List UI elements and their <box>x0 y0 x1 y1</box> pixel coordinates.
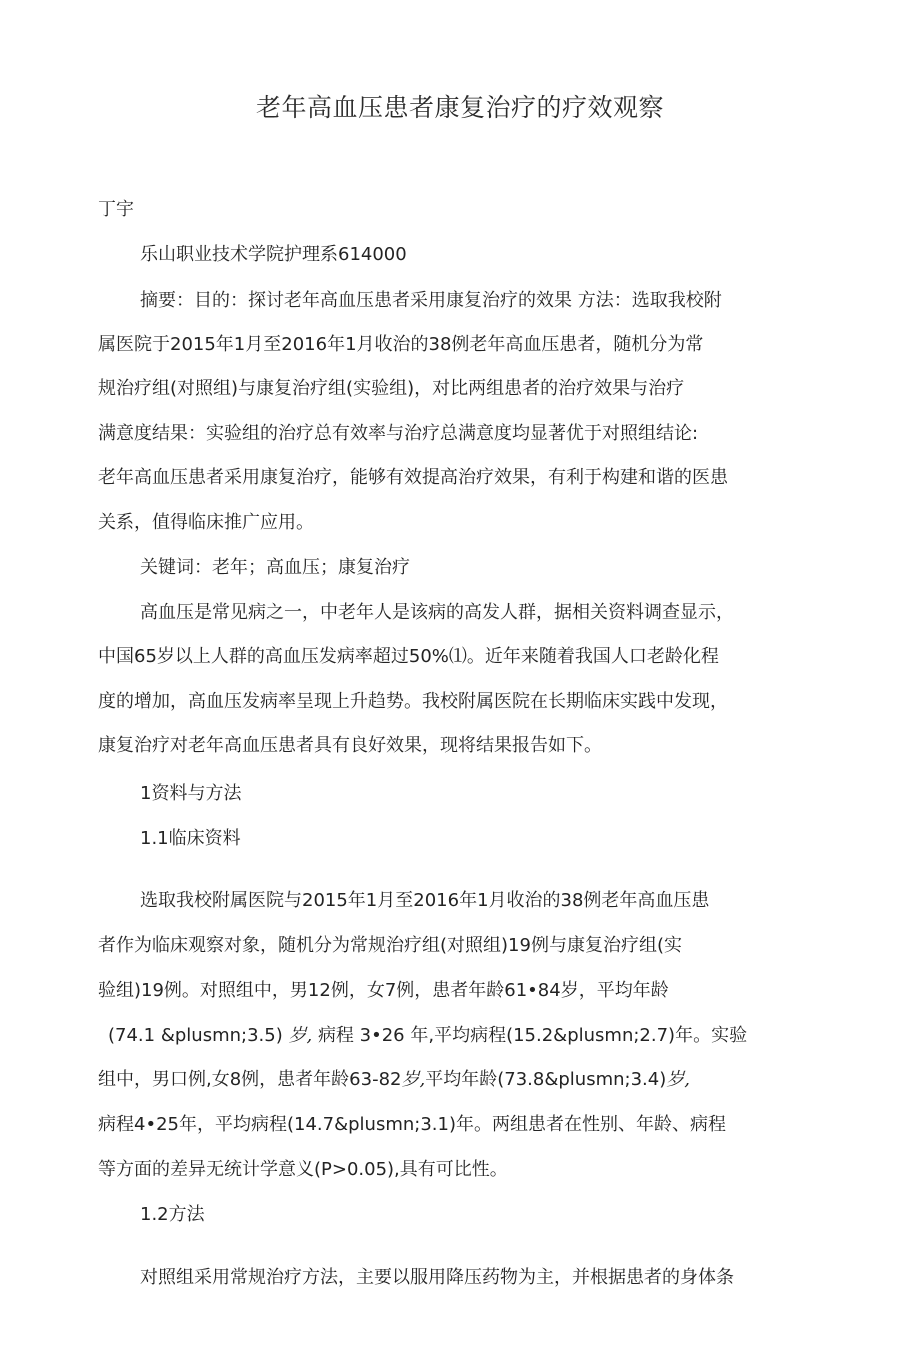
abstract-line: 规治疗组(对照组)与康复治疗组(实验组)，对比两组患者的治疗效果与治疗 <box>98 378 685 399</box>
paragraph-line: 等方面的差异无统计学意义(P>0.05),具有可比性。 <box>98 1159 508 1180</box>
document-title: 老年高血压患者康复治疗的疗效观察 <box>255 93 664 122</box>
paragraph-line: 者作为临床观察对象，随机分为常规治疗组(对照组)19例与康复治疗组(实 <box>98 935 682 956</box>
line-segment: 平均年龄(73.8&plusmn;3.4) <box>425 1069 667 1090</box>
paragraph-line <box>108 1024 747 1048</box>
paragraph-line: 病程4•25年，平均病程(14.7&plusmn;3.1)年。两组患者在性别、年龄、病程 <box>98 1114 726 1135</box>
subsection-heading: 1.1临床资料 <box>140 828 241 849</box>
abstract-line: 关系，值得临床推广应用。 <box>98 512 314 533</box>
abstract-line: 摘要：目的：探讨老年高血压患者采用康复治疗的效果 方法：选取我校附 <box>140 290 722 311</box>
intro-line: 度的增加，高血压发病率呈现上升趋势。我校附属医院在长期临床实践中发现， <box>98 691 728 712</box>
intro-line: 中国65岁以上人群的高血压发病率超过50%⑴。近年来随着我国人口老龄化程 <box>98 646 719 667</box>
subsection-heading: 1.2方法 <box>140 1204 205 1225</box>
line-segment: (74.1 &plusmn;3.5) <box>108 1025 283 1046</box>
line-segment: 岁, <box>401 1069 426 1090</box>
line-segment: 组中，男口例,女8例，患者年龄63-82 <box>98 1069 402 1090</box>
section-heading: 1资料与方法 <box>140 783 242 804</box>
paragraph-line: 对照组采用常规治疗方法，主要以服用降压药物为主，并根据患者的身体条 <box>140 1267 734 1288</box>
intro-line: 康复治疗对老年高血压患者具有良好效果，现将结果报告如下。 <box>98 735 602 756</box>
abstract-line: 属医院于2015年1月至2016年1月收治的38例老年高血压患者，随机分为常 <box>98 334 704 355</box>
abstract-line: 老年高血压患者采用康复治疗，能够有效提高治疗效果，有利于构建和谐的医患 <box>98 467 728 488</box>
paragraph-line <box>98 1068 690 1092</box>
paragraph-line: 选取我校附属医院与2015年1月至2016年1月收治的38例老年高血压患 <box>140 890 710 911</box>
line-segment: 岁, <box>666 1069 690 1090</box>
line-segment: 病程 3•26 年,平均病程(15.2&plusmn;2.7)年。实验 <box>317 1025 748 1046</box>
line-segment: 岁, <box>288 1025 313 1046</box>
author-affiliation: 乐山职业技术学院护理系614000 <box>140 244 407 265</box>
intro-line: 高血压是常见病之一，中老年人是该病的高发人群，据相关资料调查显示， <box>140 602 734 623</box>
author-name: 丁宇 <box>98 199 134 220</box>
keywords: 关键词：老年；高血压；康复治疗 <box>140 557 410 578</box>
abstract-line: 满意度结果：实验组的治疗总有效率与治疗总满意度均显著优于对照组结论: <box>98 423 699 444</box>
paragraph-line: 验组)19例。对照组中，男12例，女7例，患者年龄61•84岁，平均年龄 <box>98 980 669 1001</box>
